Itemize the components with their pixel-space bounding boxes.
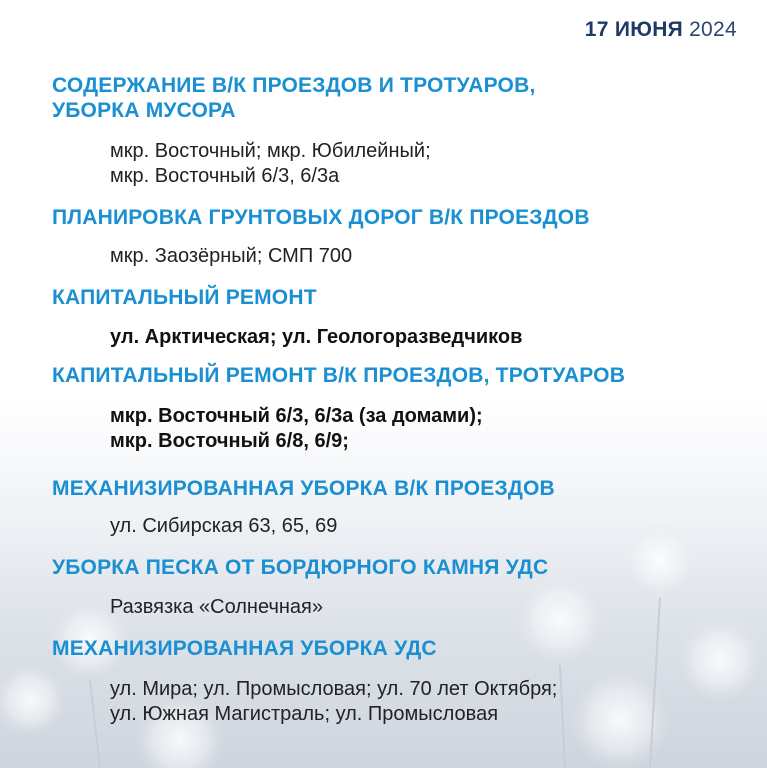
section-4-body (110, 404, 483, 454)
section-heading-line: КАПИТАЛЬНЫЙ РЕМОНТ (52, 286, 317, 309)
section-heading-line: СОДЕРЖАНИЕ В/К ПРОЕЗДОВ И ТРОТУАРОВ, (52, 74, 536, 97)
date-label (585, 18, 737, 42)
section-heading-line: МЕХАНИЗИРОВАННАЯ УБОРКА УДС (52, 637, 437, 660)
section-text-line: ул. Арктическая; ул. Геологоразведчиков (110, 326, 523, 348)
section-heading-line: УБОРКА ПЕСКА ОТ БОРДЮРНОГО КАМНЯ УДС (52, 556, 549, 579)
section-heading-line: УБОРКА МУСОРА (52, 99, 236, 122)
section-text-line: ул. Мира; ул. Промысловая; ул. 70 лет Октября; (110, 678, 558, 700)
section-2-body (110, 244, 352, 269)
section-text-line: мкр. Восточный 6/3, 6/3а (110, 165, 340, 187)
date-day-month: 17 ИЮНЯ (584, 18, 684, 41)
section-text-line: мкр. Восточный 6/3, 6/3а (за домами); (110, 405, 483, 427)
section-heading-line: ПЛАНИРОВКА ГРУНТОВЫХ ДОРОГ В/К ПРОЕЗДОВ (52, 206, 590, 229)
section-4-heading (52, 363, 625, 388)
section-text-line: Развязка «Солнечная» (110, 596, 323, 618)
section-text-line: мкр. Восточный; мкр. Юбилейный; (110, 140, 431, 162)
section-7-body (110, 677, 557, 727)
section-heading-line: МЕХАНИЗИРОВАННАЯ УБОРКА В/К ПРОЕЗДОВ (52, 477, 555, 500)
section-5-heading (52, 476, 555, 501)
section-2-heading (52, 205, 590, 230)
section-5-body (110, 514, 337, 539)
section-7-heading (52, 636, 437, 661)
section-text-line: мкр. Восточный 6/8, 6/9; (110, 430, 349, 452)
section-text-line: мкр. Заозёрный; СМП 700 (110, 245, 353, 267)
section-3-body (110, 325, 522, 350)
section-1-body (110, 139, 431, 189)
section-1-heading (52, 73, 535, 123)
section-3-heading (52, 285, 317, 310)
date-year: 2024 (689, 18, 737, 41)
section-heading-line: КАПИТАЛЬНЫЙ РЕМОНТ В/К ПРОЕЗДОВ, ТРОТУАРОВ (52, 364, 626, 387)
section-6-heading (52, 555, 548, 580)
section-text-line: ул. Сибирская 63, 65, 69 (110, 515, 338, 537)
section-text-line: ул. Южная Магистраль; ул. Промысловая (110, 703, 499, 725)
section-6-body (110, 595, 323, 620)
